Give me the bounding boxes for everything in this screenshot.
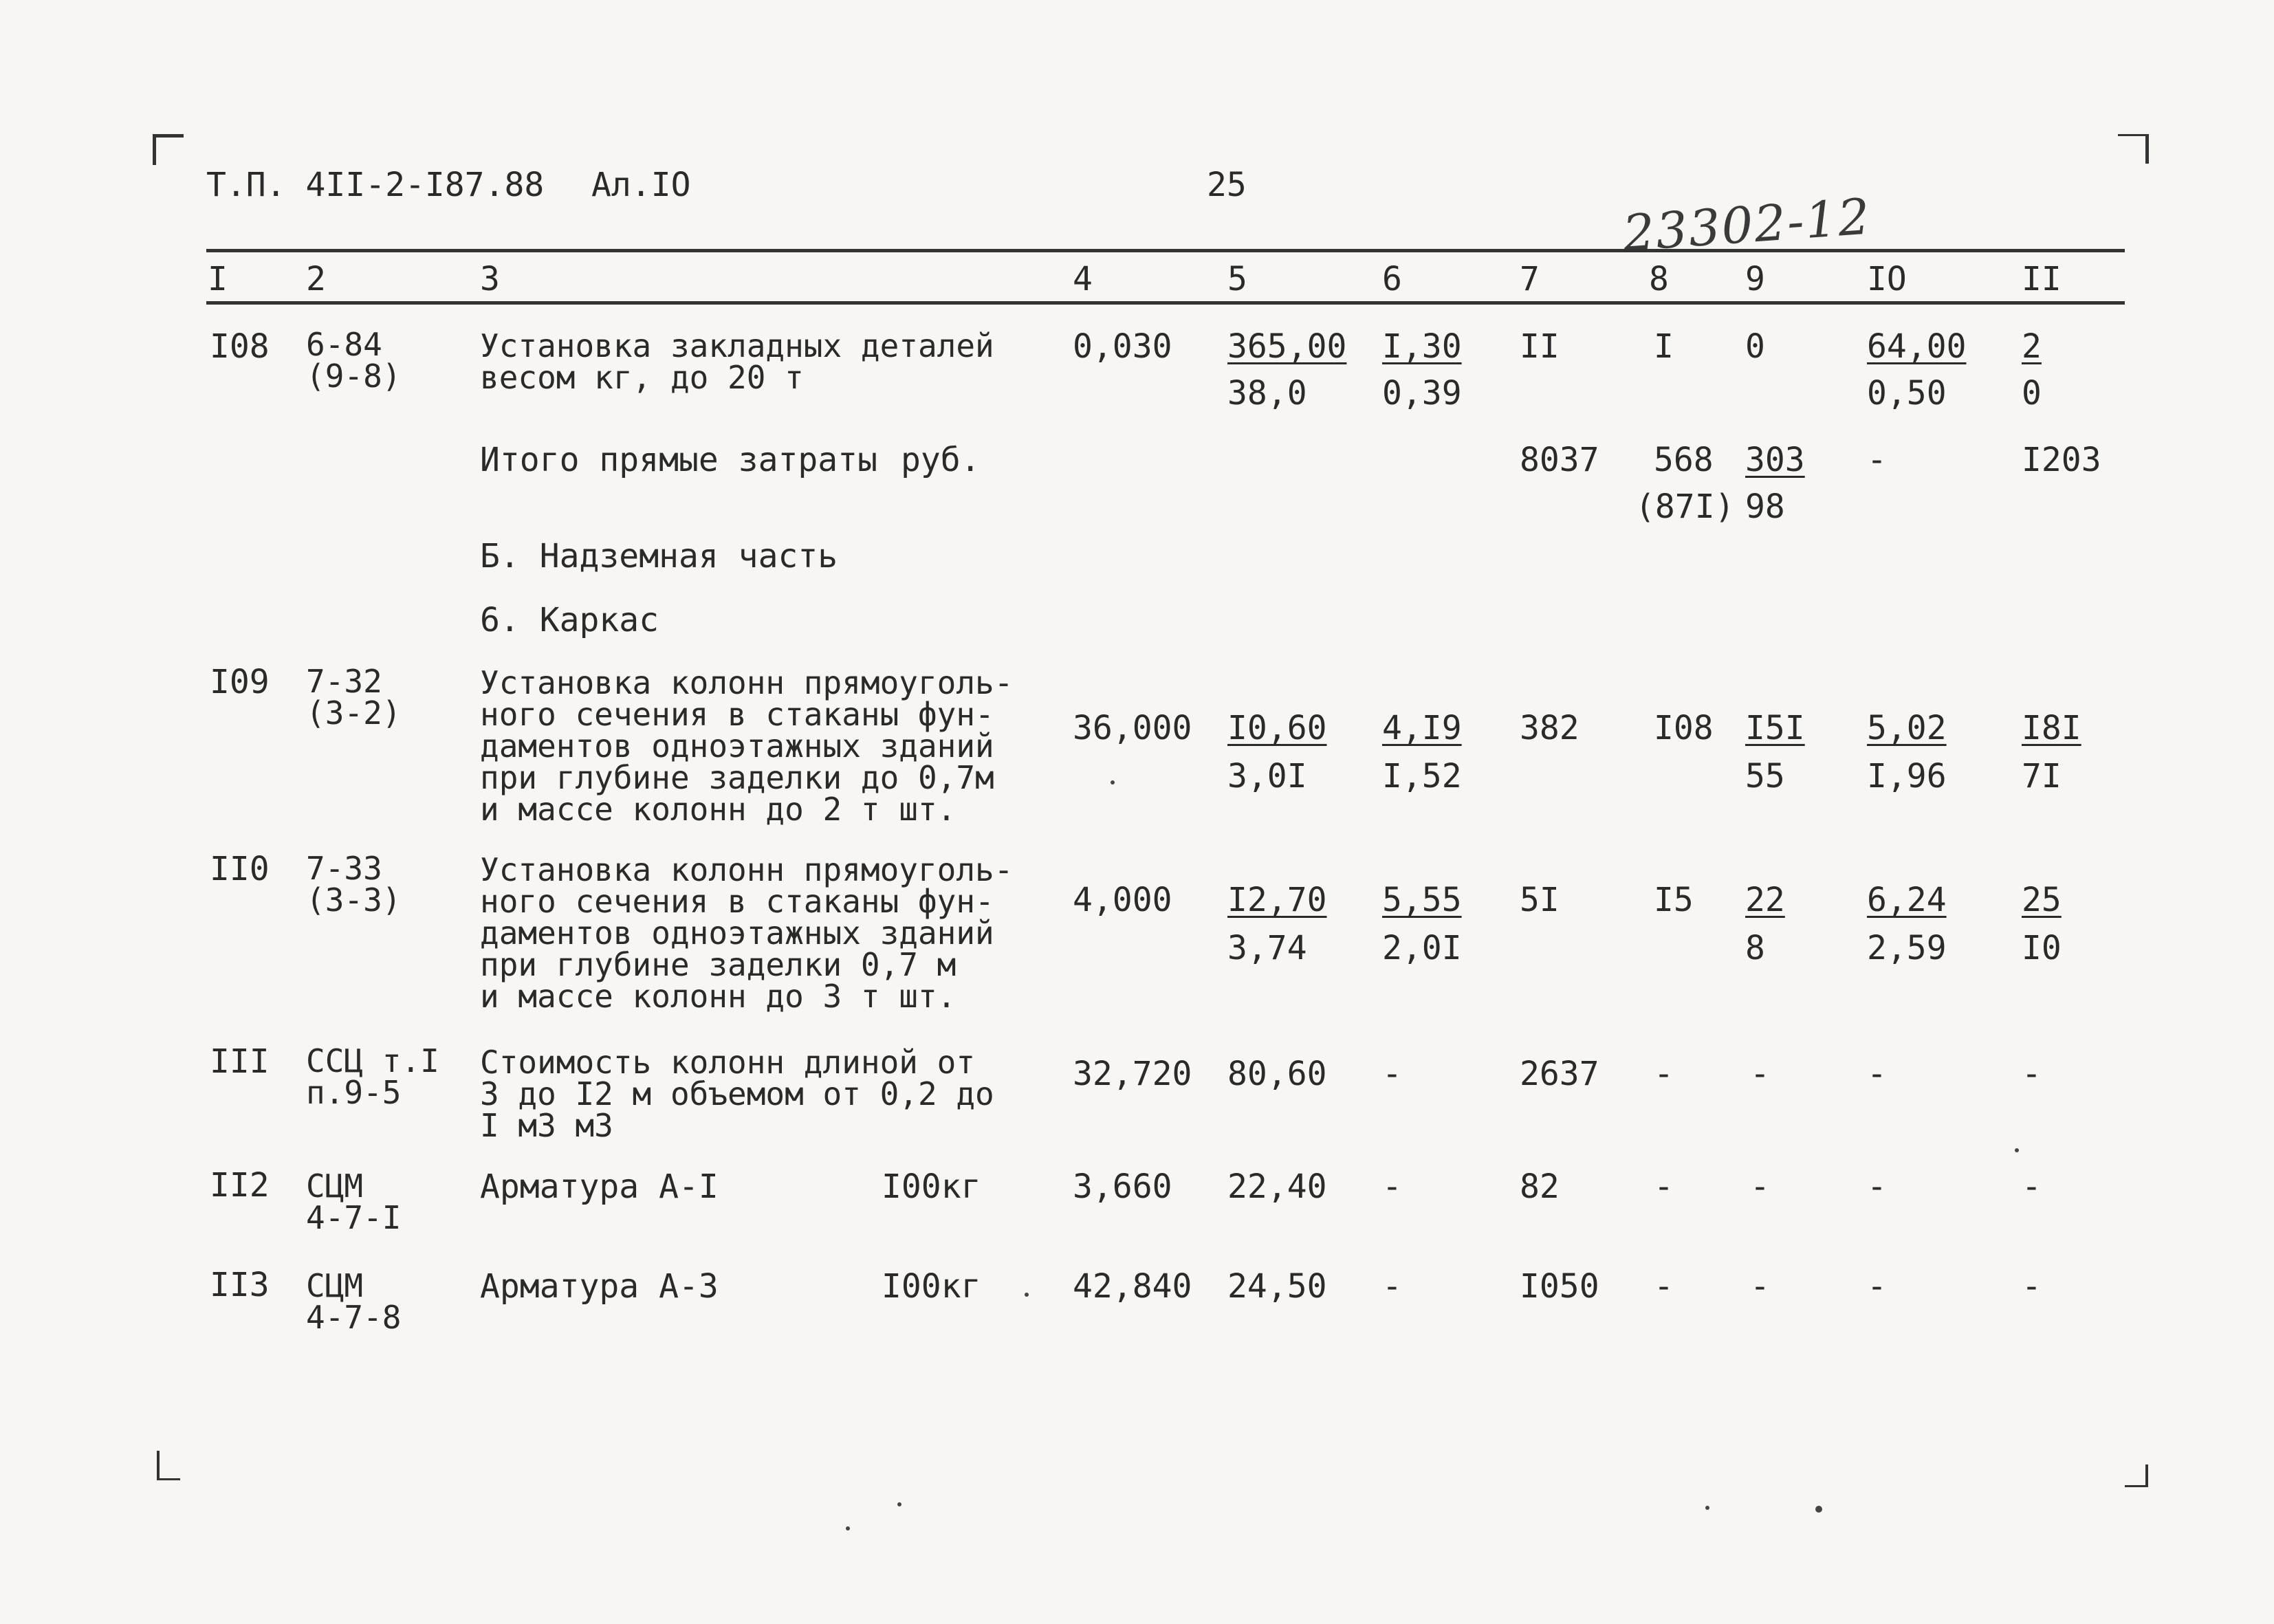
labor-norm-machine: I,96 xyxy=(1867,757,1947,795)
work-description: I м3 м3 xyxy=(480,1107,613,1144)
total-cost: 8037 xyxy=(1520,441,1599,479)
column-header-4: 4 xyxy=(1073,260,1093,298)
labor-total: 2 xyxy=(2022,327,2042,366)
total-cost: 82 xyxy=(1520,1167,1560,1206)
work-description: даментов одноэтажных зданий xyxy=(480,727,994,765)
labor-total: - xyxy=(2022,1267,2042,1306)
unit-cost-wages: 3,0I xyxy=(1227,757,1307,795)
unit-cost: I0,60 xyxy=(1227,709,1327,747)
unit-cost-wages: 38,0 xyxy=(1227,374,1307,413)
labor-total-machine: 0 xyxy=(2022,374,2042,413)
work-description: ного сечения в стаканы фун- xyxy=(480,696,994,733)
total-cost: 2637 xyxy=(1520,1055,1599,1093)
work-description: весом кг, до 20 т xyxy=(480,359,804,396)
norm-code: 6-84 xyxy=(306,326,382,363)
column-header-11: II xyxy=(2022,260,2062,298)
machine-cost: I,30 xyxy=(1382,327,1462,366)
corner-mark-bottom-right xyxy=(2125,1464,2148,1487)
scan-speck xyxy=(1111,780,1115,784)
page-number: 25 xyxy=(1207,166,1247,204)
wages-total: - xyxy=(1654,1167,1674,1206)
wages-total: I08 xyxy=(1654,709,1714,747)
document-code: Т.П. 4II-2-I87.88 xyxy=(206,166,545,204)
machine-total: - xyxy=(1750,1267,1770,1306)
wages-total: - xyxy=(1654,1267,1674,1306)
labor-norm: - xyxy=(1867,1055,1887,1093)
work-description: и массе колонн до 2 т шт. xyxy=(480,791,956,828)
machine-total: 22 xyxy=(1745,881,1785,919)
machine-total-wages: 98 xyxy=(1745,487,1785,526)
work-description: Арматура А-3 xyxy=(480,1267,719,1306)
machine-cost-wages: 0,39 xyxy=(1382,374,1462,413)
column-header-6: 6 xyxy=(1382,260,1402,298)
total-cost: 5I xyxy=(1520,881,1560,919)
section-heading: Б. Надземная часть xyxy=(480,537,838,575)
norm-code: СЦМ xyxy=(306,1167,364,1205)
row-number: II0 xyxy=(210,850,270,888)
norm-code: (9-8) xyxy=(306,358,402,395)
norm-code: 7-33 xyxy=(306,850,382,887)
table-header-rule xyxy=(206,301,2125,305)
album-number: Ал.IO xyxy=(591,166,691,204)
total-cost: II xyxy=(1520,327,1560,366)
corner-mark-bottom-left xyxy=(157,1451,180,1480)
work-description: Стоимость колонн длиной от xyxy=(480,1044,976,1081)
unit-cost: 22,40 xyxy=(1227,1167,1327,1206)
scan-speck xyxy=(2015,1148,2019,1152)
wages-total: I5 xyxy=(1654,881,1694,919)
work-description: при глубине заделки до 0,7м xyxy=(480,759,994,796)
work-description: Установка колонн прямоуголь- xyxy=(480,851,1014,888)
wages-total: - xyxy=(1654,1055,1674,1093)
quantity: 4,000 xyxy=(1073,881,1172,919)
unit-cost: 24,50 xyxy=(1227,1267,1327,1306)
norm-code: (3-2) xyxy=(306,694,402,732)
labor-total: I203 xyxy=(2022,441,2101,479)
row-number: II2 xyxy=(210,1166,270,1205)
row-number: I08 xyxy=(210,327,270,366)
unit-cost: I2,70 xyxy=(1227,881,1327,919)
work-description: Арматура А-I xyxy=(480,1167,719,1206)
total-unit: руб. xyxy=(901,441,981,479)
section-heading: 6. Каркас xyxy=(480,601,659,639)
corner-mark-top-left xyxy=(153,134,184,165)
norm-code: (3-3) xyxy=(306,881,402,919)
column-header-10: IO xyxy=(1867,260,1907,298)
machine-total: - xyxy=(1750,1055,1770,1093)
labor-norm: - xyxy=(1867,1167,1887,1206)
unit-cost-wages: 3,74 xyxy=(1227,929,1307,967)
unit: I00кг xyxy=(882,1267,981,1306)
scan-speck xyxy=(1025,1293,1029,1297)
machine-total-wages: 8 xyxy=(1745,929,1765,967)
machine-cost: 5,55 xyxy=(1382,881,1462,919)
column-header-7: 7 xyxy=(1520,260,1540,298)
labor-total: - xyxy=(2022,1167,2042,1206)
table-top-rule xyxy=(206,249,2125,252)
labor-total-machine: I0 xyxy=(2022,929,2062,967)
total-label: Итого прямые затраты xyxy=(480,441,877,479)
row-number: III xyxy=(210,1042,270,1081)
labor-total: I8I xyxy=(2022,709,2081,747)
wages-total: 568 xyxy=(1654,441,1714,479)
handwritten-stamp: 23302-12 xyxy=(1621,187,1873,263)
labor-norm: 5,02 xyxy=(1867,709,1947,747)
work-description: ного сечения в стаканы фун- xyxy=(480,883,994,920)
column-header-5: 5 xyxy=(1227,260,1247,298)
corner-mark-top-right xyxy=(2118,134,2149,164)
work-description: при глубине заделки 0,7 м xyxy=(480,946,956,983)
total-cost: I050 xyxy=(1520,1267,1599,1306)
norm-code: 7-32 xyxy=(306,663,382,700)
machine-cost-wages: I,52 xyxy=(1382,757,1462,795)
norm-code: 4-7-I xyxy=(306,1199,402,1236)
labor-norm: - xyxy=(1867,1267,1887,1306)
labor-norm-machine: 2,59 xyxy=(1867,929,1947,967)
labor-total-machine: 7I xyxy=(2022,757,2062,795)
work-description: даментов одноэтажных зданий xyxy=(480,914,994,952)
labor-norm: 64,00 xyxy=(1867,327,1967,366)
machine-total: 303 xyxy=(1745,441,1805,479)
machine-cost: 4,I9 xyxy=(1382,709,1462,747)
scan-speck xyxy=(1705,1506,1709,1510)
column-header-9: 9 xyxy=(1745,260,1765,298)
quantity: 36,000 xyxy=(1073,709,1192,747)
quantity: 32,720 xyxy=(1073,1055,1192,1093)
machine-cost-wages: 2,0I xyxy=(1382,929,1462,967)
machine-cost: - xyxy=(1382,1267,1402,1306)
machine-cost: - xyxy=(1382,1167,1402,1206)
norm-code: п.9-5 xyxy=(306,1074,402,1111)
quantity: 42,840 xyxy=(1073,1267,1192,1306)
labor-norm-machine: 0,50 xyxy=(1867,374,1947,413)
work-description: Установка колонн прямоуголь- xyxy=(480,664,1014,701)
norm-code: ССЦ т.I xyxy=(306,1042,439,1079)
machine-total: I5I xyxy=(1745,709,1805,747)
scan-speck xyxy=(1815,1506,1822,1513)
work-description: и массе колонн до 3 т шт. xyxy=(480,978,956,1015)
labor-norm: - xyxy=(1867,441,1887,479)
scan-speck xyxy=(897,1502,901,1506)
row-number: II3 xyxy=(210,1266,270,1304)
norm-code: 4-7-8 xyxy=(306,1299,402,1336)
quantity: 3,660 xyxy=(1073,1167,1172,1206)
column-header-1: I xyxy=(208,260,228,298)
machine-total-wages: 55 xyxy=(1745,757,1785,795)
wages-total-extra: (87I) xyxy=(1635,487,1735,526)
quantity: 0,030 xyxy=(1073,327,1172,366)
norm-code: СЦМ xyxy=(306,1267,364,1304)
total-cost: 382 xyxy=(1520,709,1579,747)
machine-total: 0 xyxy=(1745,327,1765,366)
unit-cost: 80,60 xyxy=(1227,1055,1327,1093)
row-number: I09 xyxy=(210,663,270,701)
labor-total: 25 xyxy=(2022,881,2062,919)
machine-cost: - xyxy=(1382,1055,1402,1093)
machine-total: - xyxy=(1750,1167,1770,1206)
column-header-3: 3 xyxy=(480,260,500,298)
column-header-8: 8 xyxy=(1649,260,1669,298)
labor-total: - xyxy=(2022,1055,2042,1093)
column-header-2: 2 xyxy=(306,260,326,298)
scan-speck xyxy=(846,1526,850,1530)
wages-total: I xyxy=(1654,327,1674,366)
work-description: Установка закладных деталей xyxy=(480,327,994,364)
unit-cost: 365,00 xyxy=(1227,327,1347,366)
work-description: 3 до I2 м объемом от 0,2 до xyxy=(480,1075,994,1112)
labor-norm: 6,24 xyxy=(1867,881,1947,919)
unit: I00кг xyxy=(882,1167,981,1206)
